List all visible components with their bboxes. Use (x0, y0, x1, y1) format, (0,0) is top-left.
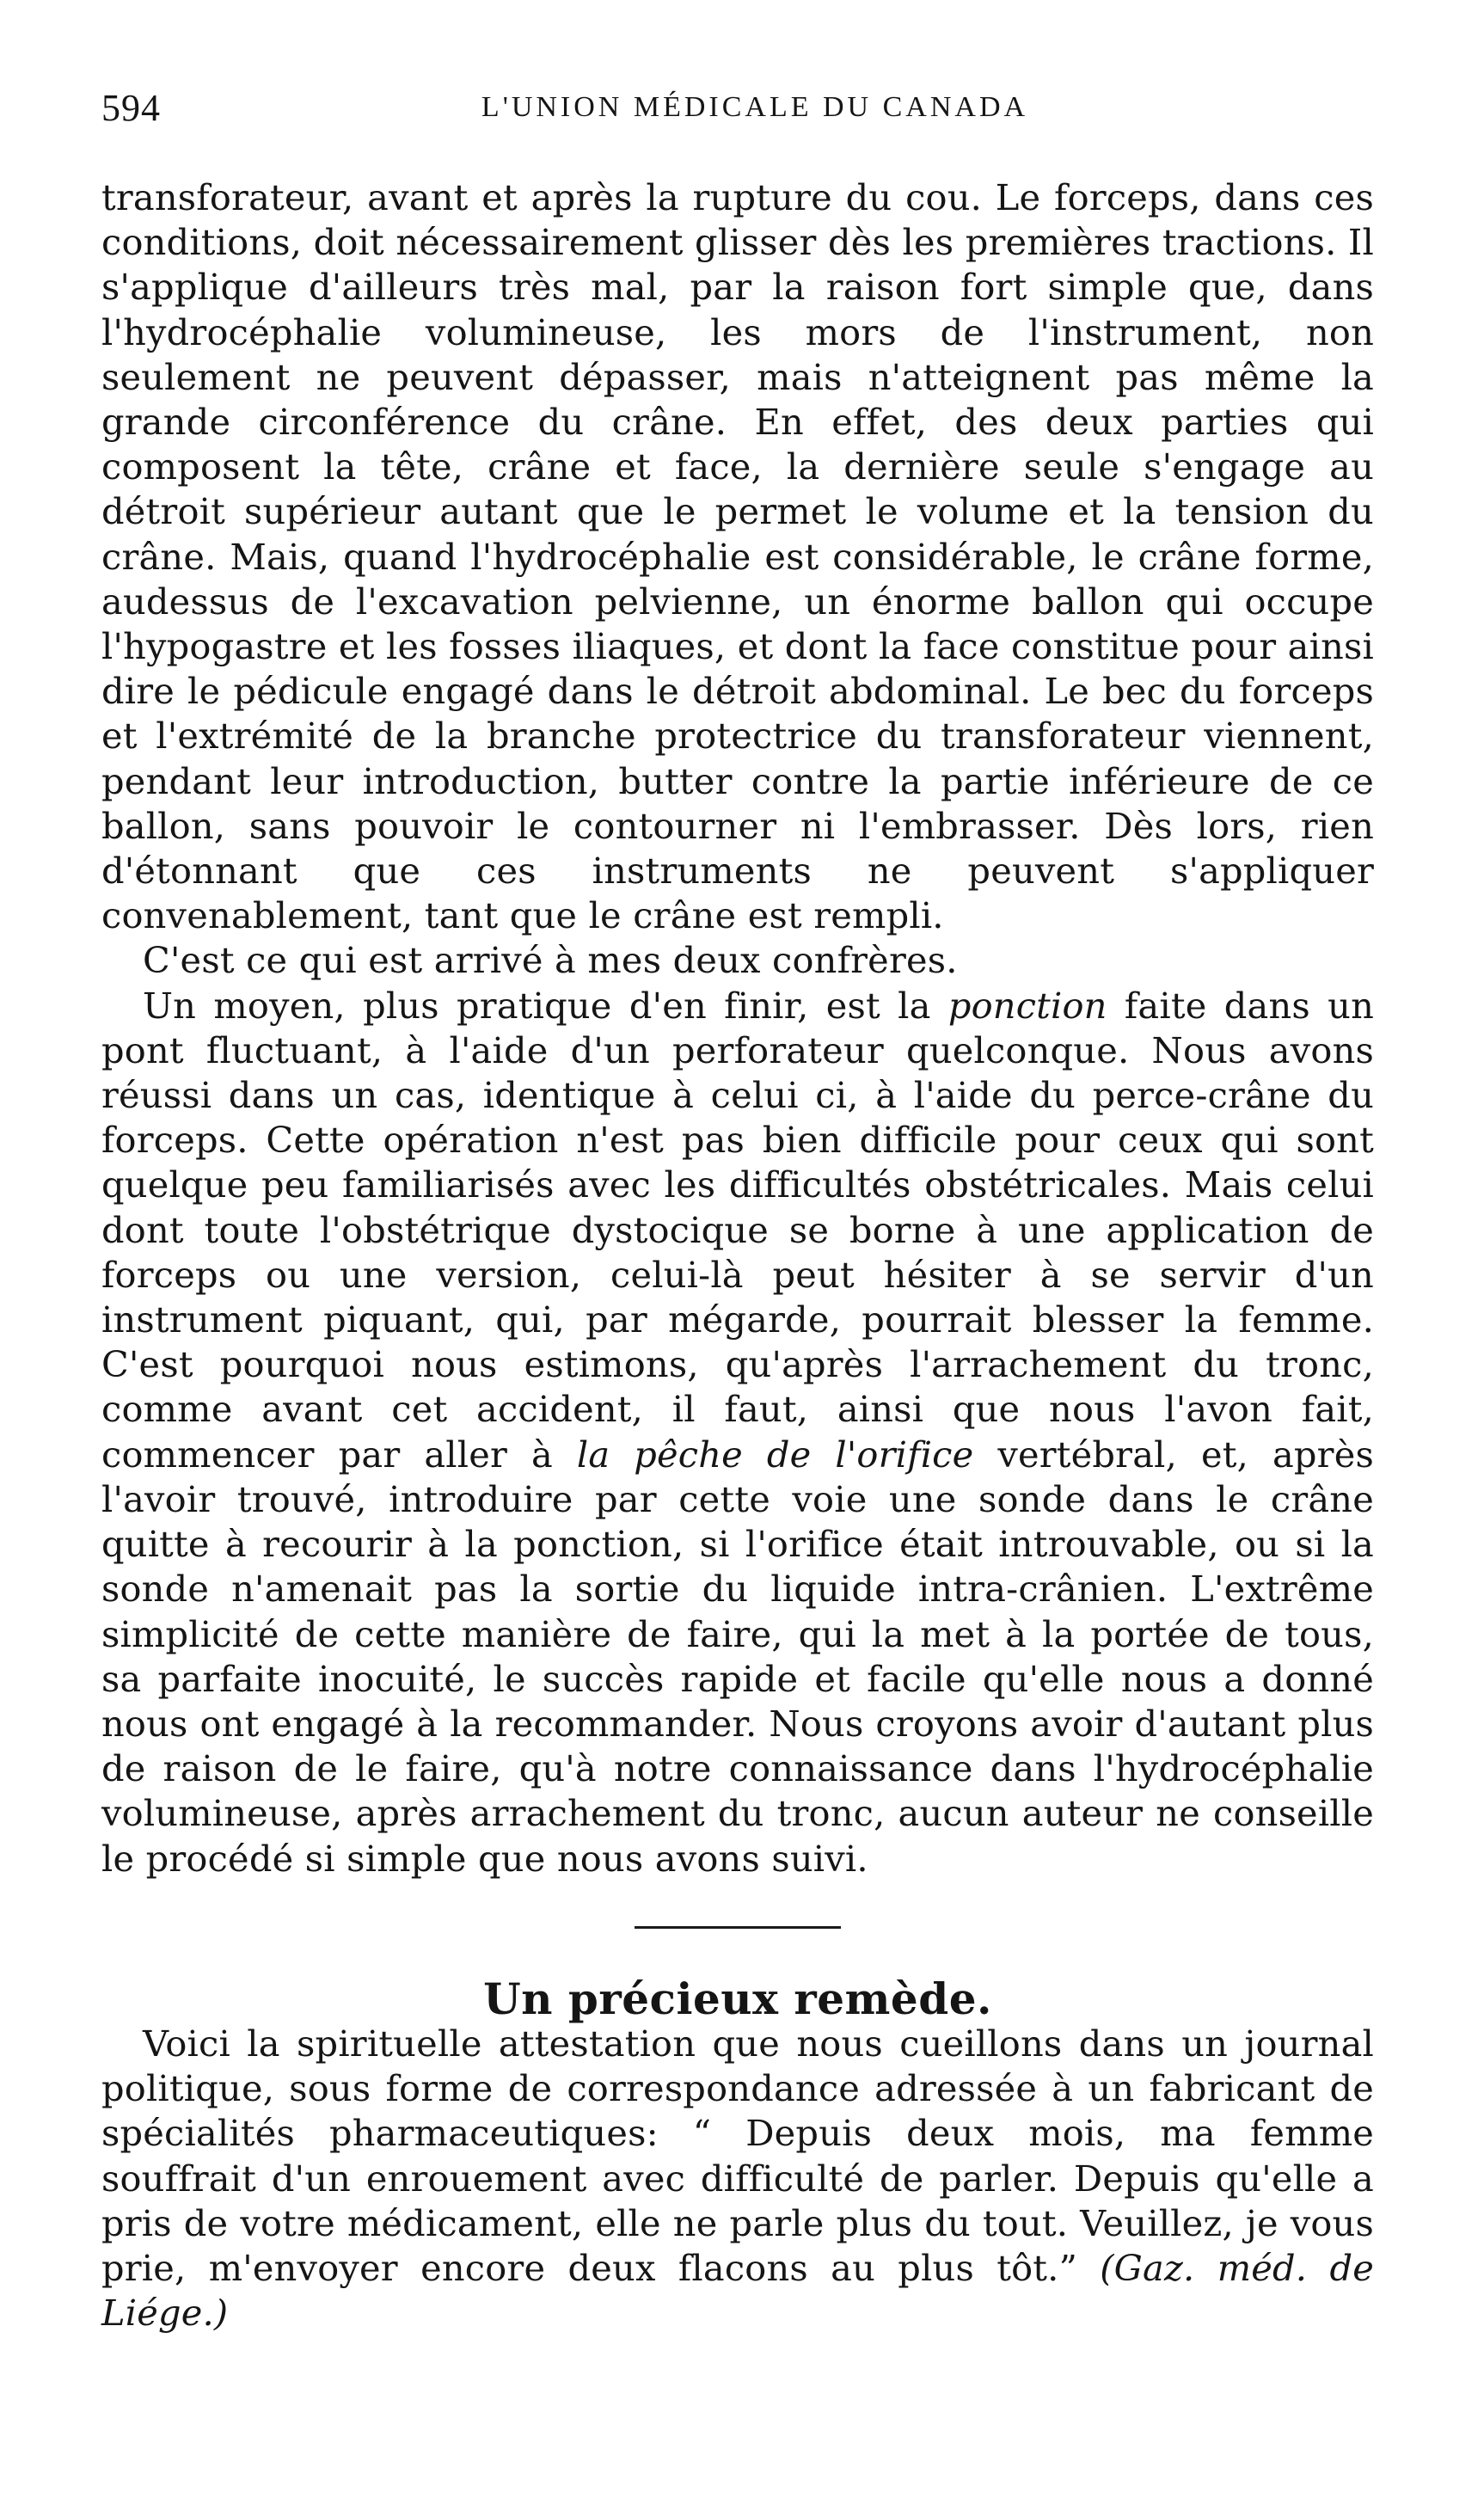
section-paragraph (101, 2022, 1374, 2335)
document-page (101, 86, 1374, 2335)
ponction-emphasis: ponction (947, 984, 1107, 1027)
article-paragraph-2: C'est ce qui est arrivé à mes deux confrères. (143, 939, 958, 982)
source-citation: (Gaz. méd. de Liége.) (101, 2246, 1374, 2335)
article-paragraph-1: transforateur, avant et après la rupture du cou. Le forceps, dans ces conditions, doit nécessairement glisser dès les premières tractions. Il s'applique d'ailleurs très mal, par la raison fort simple que, dans l'hydrocéphalie volumineuse, les mors de l'instrument, non seulement ne peuvent dépasser, mais n'atteignent pas même la grande circonférence du crâne. En effet, des deux parties qui composent la tête, crâne et face, la dernière seule s'engage au détroit supérieur autant que le permet le volume et la tension du crâne. Mais, quand l'hydrocéphalie est considérable, le crâne forme, audessus de l'excavation pelvienne, un énorme ballon qui occupe l'hypogastre et les fosses iliaques, et dont la face constitue pour ainsi dire le pédicule engagé dans le détroit abdominal. Le bec du forceps et l'extrémité de la branche protectrice du transforateur viennent, pendant leur introduction, butter contre la partie inférieure de ce ballon, sans pouvoir le contourner ni l'embrasser. Dès lors, rien d'étonnant que ces instruments ne peuvent s'appliquer convenablement, tant que le crâne est rempli. (101, 176, 1374, 937)
article-paragraph-3 (101, 984, 1374, 1881)
article-body (101, 175, 1374, 2335)
paragraph-3-text-middle: faite dans un pont fluctuant, à l'aide d'un perforateur quelconque. Nous avons réussi dans un cas, identique à celui ci, à l'aide du perce-crâne du forceps. Cette opération n'est pas bien difficile pour ceux qui sont quelque peu familiarisés avec les difficultés obstétricales. Mais celui dont toute l'obstétrique dystocique se borne à une application de forceps ou une version, celui-là peut hésiter à se servir d'un instrument piquant, qui, par mégarde, pourrait blesser la femme. C'est pourquoi nous estimons, qu'après l'arrachement du tronc, comme avant cet accident, il faut, ainsi que nous l'avon fait, commencer par aller à (101, 984, 1375, 1476)
paragraph-3-text-start: Un moyen, plus pratique d'en finir, est la (143, 984, 948, 1027)
page-number: 594 (101, 87, 161, 129)
peche-orifice-emphasis: la pêche de l'orifice (576, 1433, 974, 1476)
section-title: Un précieux remède. (483, 1973, 992, 2024)
section-divider (635, 1926, 841, 1929)
running-head (101, 86, 1374, 138)
section-paragraph-text: Voici la spirituelle attestation que nous cueillons dans un journal politique, sous forme de correspondance adressée à un fabricant de spécialités pharmaceutiques: “ Depuis deux mois, ma femme souffrait d'un enrouement avec difficulté de parler. Depuis qu'elle a pris de votre médicament, elle ne parle plus du tout. Veuillez, je vous prie, m'envoyer encore deux flacons au plus tôt.” (101, 2022, 1374, 2289)
journal-title: L'UNION MÉDICALE DU CANADA (481, 91, 1029, 123)
paragraph-3-text-end: vertébral, et, après l'avoir trouvé, introduire par cette voie une sonde dans le crâne quitte à recourir à la ponction, si l'orifice était introuvable, ou si la sonde n'amenait pas la sortie du liquide intra-crânien. L'extrême simplicité de cette manière de faire, qui la met à la portée de tous, sa parfaite inocuité, le succès rapide et facile qu'elle nous a donné nous ont engagé à la recommander. Nous croyons avoir d'autant plus de raison de le faire, qu'à notre connaissance dans l'hydrocéphalie volumineuse, après arrachement du tronc, aucun auteur ne conseille le procédé si simple que nous avons suivi. (101, 1433, 1374, 1880)
